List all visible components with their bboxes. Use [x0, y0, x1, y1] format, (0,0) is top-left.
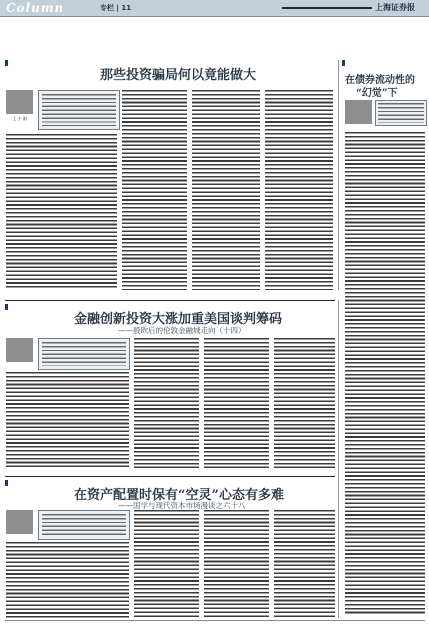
- article-3-body-col-4: [274, 510, 335, 618]
- sidebar-headline-line-1: 在债券流动性的: [345, 75, 415, 86]
- section-tag: [5, 480, 35, 486]
- article-2-author: [6, 338, 33, 362]
- article-2-subheadline: ——殷欧后的伦敦金融城走向（十四）: [118, 326, 246, 335]
- author-name: 王 小 刚: [12, 116, 27, 121]
- issue-date-strip: [282, 7, 372, 9]
- section-tag: [5, 60, 35, 66]
- sidebar-headline-line-2: “幻觉”下: [356, 88, 398, 99]
- article-3-body-col-3: [204, 510, 269, 618]
- article-1-body-col-3: [192, 90, 260, 290]
- author-photo: [6, 90, 33, 114]
- page-bottom-rule: [5, 620, 425, 621]
- article-2-body-col-2: [134, 338, 199, 468]
- section-divider: [5, 300, 335, 301]
- article-1-body-col-4: [265, 90, 333, 290]
- summary-text: [42, 342, 126, 366]
- sidebar-body: [345, 132, 425, 614]
- article-2-summary-box: [38, 338, 130, 370]
- article-3-summary-box: [38, 510, 130, 540]
- article-1-headline: 那些投资骗局何以竟能做大: [100, 68, 257, 83]
- masthead-rule: [0, 16, 429, 17]
- article-1-author: [6, 90, 33, 122]
- section-title: Column: [6, 1, 65, 15]
- summary-text: [42, 514, 126, 536]
- author-photo: [6, 338, 33, 362]
- article-1-summary-box: [38, 90, 120, 130]
- article-2-body-col-4: [274, 338, 335, 468]
- article-1-body-col-1: [6, 134, 117, 290]
- article-2-body-col-3: [204, 338, 269, 468]
- newspaper-logo: 上海证券报: [375, 2, 415, 12]
- sidebar-summary-box: [375, 100, 427, 126]
- summary-text: [378, 103, 424, 123]
- article-2-body-col-1: [6, 372, 129, 468]
- column-divider: [338, 60, 339, 290]
- section-divider: [5, 476, 335, 477]
- article-1-body-col-2: [122, 90, 187, 290]
- section-tag: [5, 304, 35, 310]
- article-3-body-col-1: [6, 542, 129, 618]
- summary-text: [42, 94, 116, 126]
- article-2-headline: 金融创新投资大涨加重美国谈判筹码: [74, 312, 283, 327]
- sidebar-tag: [342, 60, 372, 66]
- author-photo: [345, 100, 372, 124]
- article-3-body-col-2: [134, 510, 199, 618]
- page-label: 专栏 | 11: [100, 4, 132, 12]
- article-3-headline: 在资产配置时保有“空灵”心态有多难: [74, 488, 284, 503]
- article-3-author: [6, 510, 33, 534]
- sidebar-author: [345, 100, 372, 124]
- author-photo: [6, 510, 33, 534]
- article-3-subheadline: ——国学与现代资本市场漫谈之六十八: [118, 501, 246, 510]
- column-divider: [338, 300, 339, 618]
